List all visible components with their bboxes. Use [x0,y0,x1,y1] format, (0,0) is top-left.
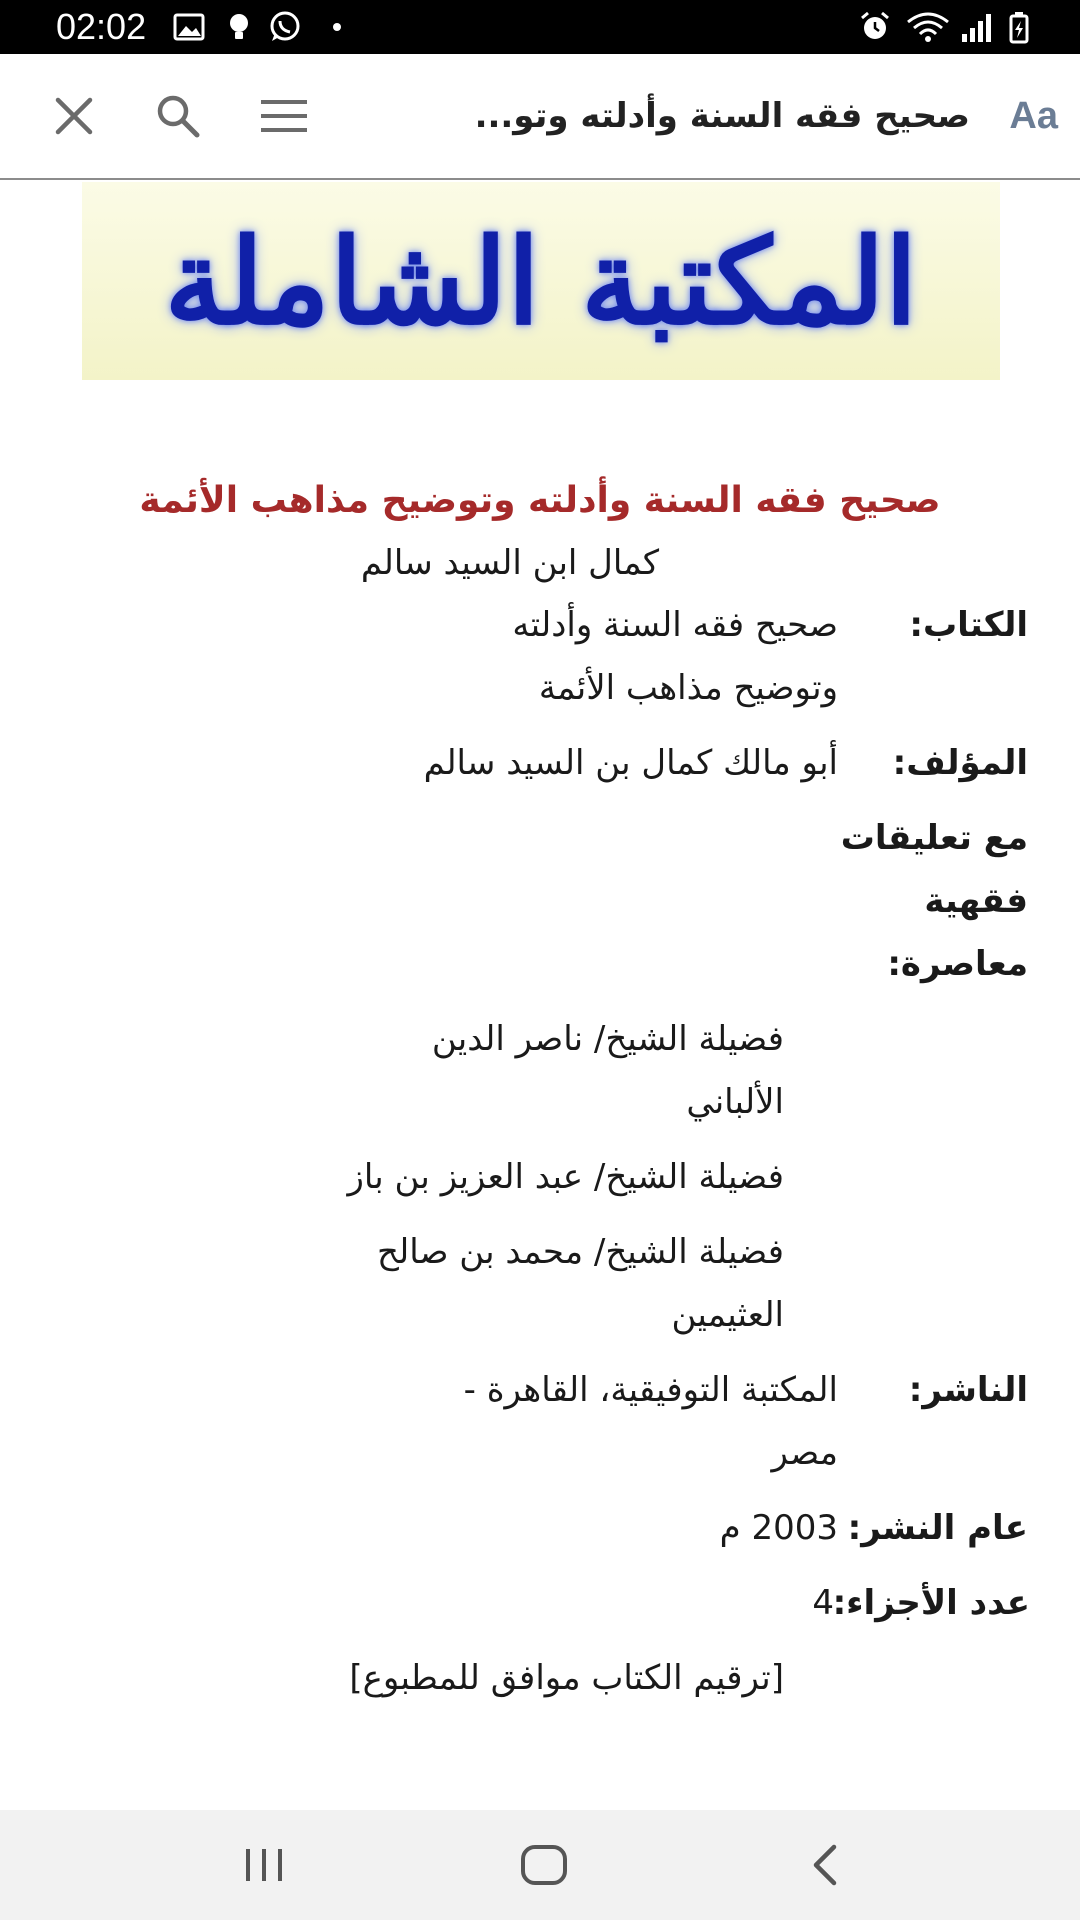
menu-icon [259,96,309,136]
pagination-note: [ترقيم الكتاب موافق للمطبوع] [349,1658,784,1698]
commentator-item: فضيلة الشيخ/ عبد العزيز بن باز [347,1157,784,1197]
book-info [0,470,1080,1710]
volumes-row [0,1572,1080,1635]
status-bar [0,0,1080,54]
font-size-button[interactable]: Aa [1009,95,1058,137]
back-icon [806,1843,846,1887]
book-title: صحيح فقه السنة وأدلته وتوضيح مذاهب الأئمة [139,480,941,521]
whatsapp-icon [268,10,302,44]
author-row [0,732,1080,795]
close-button[interactable] [44,86,104,146]
publisher-label: الناشر: [908,1370,1028,1410]
author-line: كمال ابن السيد سالم [360,543,660,583]
author-label: المؤلف: [892,743,1028,783]
signal-icon [958,10,992,44]
system-nav-bar [0,1810,1080,1920]
library-banner [82,182,1000,380]
library-banner-text: المكتبة الشاملة [164,211,918,351]
close-icon [52,94,96,138]
recent-apps-icon [242,1845,286,1885]
year-label: عام النشر: [847,1508,1028,1548]
recent-apps-button[interactable] [234,1835,294,1895]
back-button[interactable] [796,1835,856,1895]
home-button[interactable] [514,1835,574,1895]
publisher-row [0,1359,1080,1485]
book-value: صحيح فقه السنة وأدلته وتوضيح مذاهب الأئمة [512,605,838,708]
book-label: الكتاب: [909,605,1028,645]
search-icon [154,92,202,140]
year-row [0,1497,1080,1560]
search-button[interactable] [148,86,208,146]
comments-row [0,807,1080,996]
dot-icon [322,10,356,44]
lightbulb-icon [222,10,256,44]
author-value: أبو مالك كمال بن السيد سالم [423,743,838,783]
menu-button[interactable] [254,86,314,146]
volumes-label: عدد الأجزاء: [832,1583,1030,1623]
reader-toolbar [0,54,1080,180]
alarm-icon [858,10,892,44]
publisher-value: المكتبة التوفيقية، القاهرة - مصر [463,1370,838,1473]
wifi-icon [906,10,950,44]
volumes-value: 4 [812,1583,834,1623]
book-row [0,594,1080,720]
battery-icon [1002,10,1036,44]
status-time: 02:02 [56,6,147,47]
commentator-item: فضيلة الشيخ/ ناصر الدين الألباني [431,1019,784,1122]
book-title-toolbar: صحيح فقه السنة وأدلته وتو... [474,96,970,136]
home-icon [519,1843,569,1887]
commentator-item: فضيلة الشيخ/ محمد بن صالح العثيمين [376,1232,784,1335]
comments-label: مع تعليقات فقهية معاصرة: [840,818,1028,984]
image-icon [172,10,206,44]
year-value: 2003 م [719,1508,838,1548]
